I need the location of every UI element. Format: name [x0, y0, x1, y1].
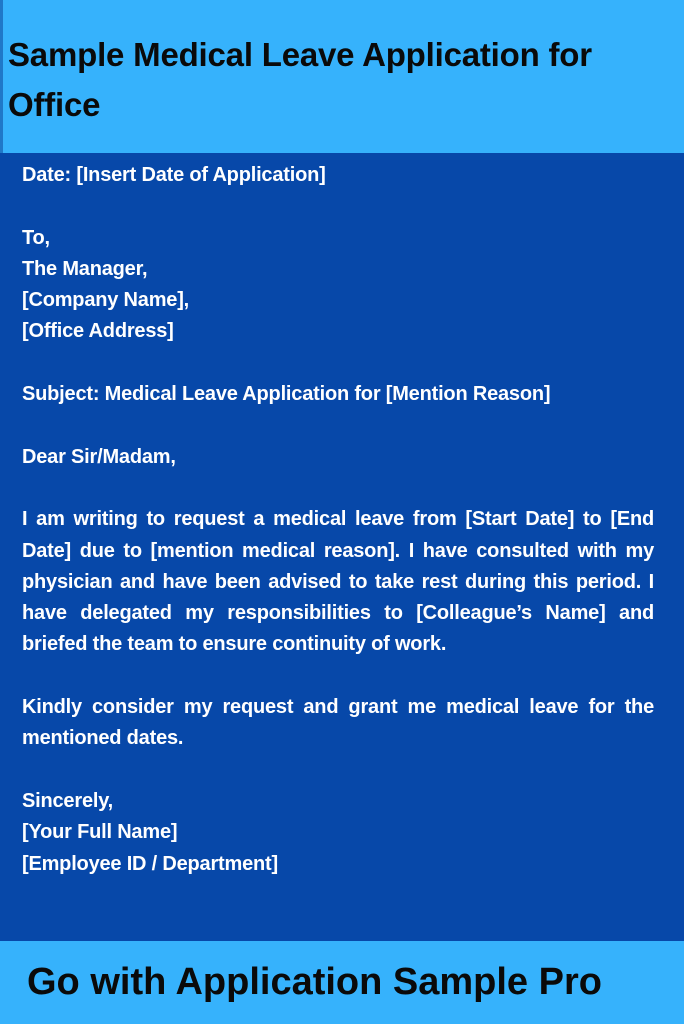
address-line: [Office Address]	[22, 320, 174, 343]
spacer	[22, 410, 654, 441]
footer-banner	[0, 941, 684, 1024]
footer-brand-text: Go with Application Sample Pro	[27, 961, 602, 1003]
body-paragraph: I am writing to request a medical leave from [Start Date] to [End Date] due to [mention medical reason]. I have consulted with my physician and have been advised to take rest during this period. I have delegated my responsibilities to [Colleague’s Name] and briefed the team to ensure continuity of work.	[22, 508, 654, 656]
company-line: [Company Name],	[22, 289, 190, 312]
spacer	[22, 348, 654, 379]
spacer	[22, 755, 654, 786]
page-title: Sample Medical Leave Application for Office	[8, 36, 592, 123]
spacer	[22, 191, 654, 222]
letter-body	[22, 160, 654, 880]
signoff-line: Sincerely,	[22, 789, 114, 812]
greeting-line: Dear Sir/Madam,	[22, 445, 176, 468]
date-line: Date: [Insert Date of Application]	[22, 164, 326, 186]
signer-details-line: [Employee ID / Department]	[22, 852, 278, 875]
header-banner	[0, 0, 684, 153]
closing-request-paragraph: Kindly consider my request and grant me medical leave for the mentioned dates.	[22, 696, 654, 750]
salutation-to: To,	[22, 226, 50, 249]
subject-line: Subject: Medical Leave Application for [Mention Reason]	[22, 383, 551, 406]
spacer	[22, 661, 654, 692]
spacer	[22, 473, 654, 504]
recipient-line: The Manager,	[22, 257, 148, 280]
signer-name-line: [Your Full Name]	[22, 821, 178, 844]
